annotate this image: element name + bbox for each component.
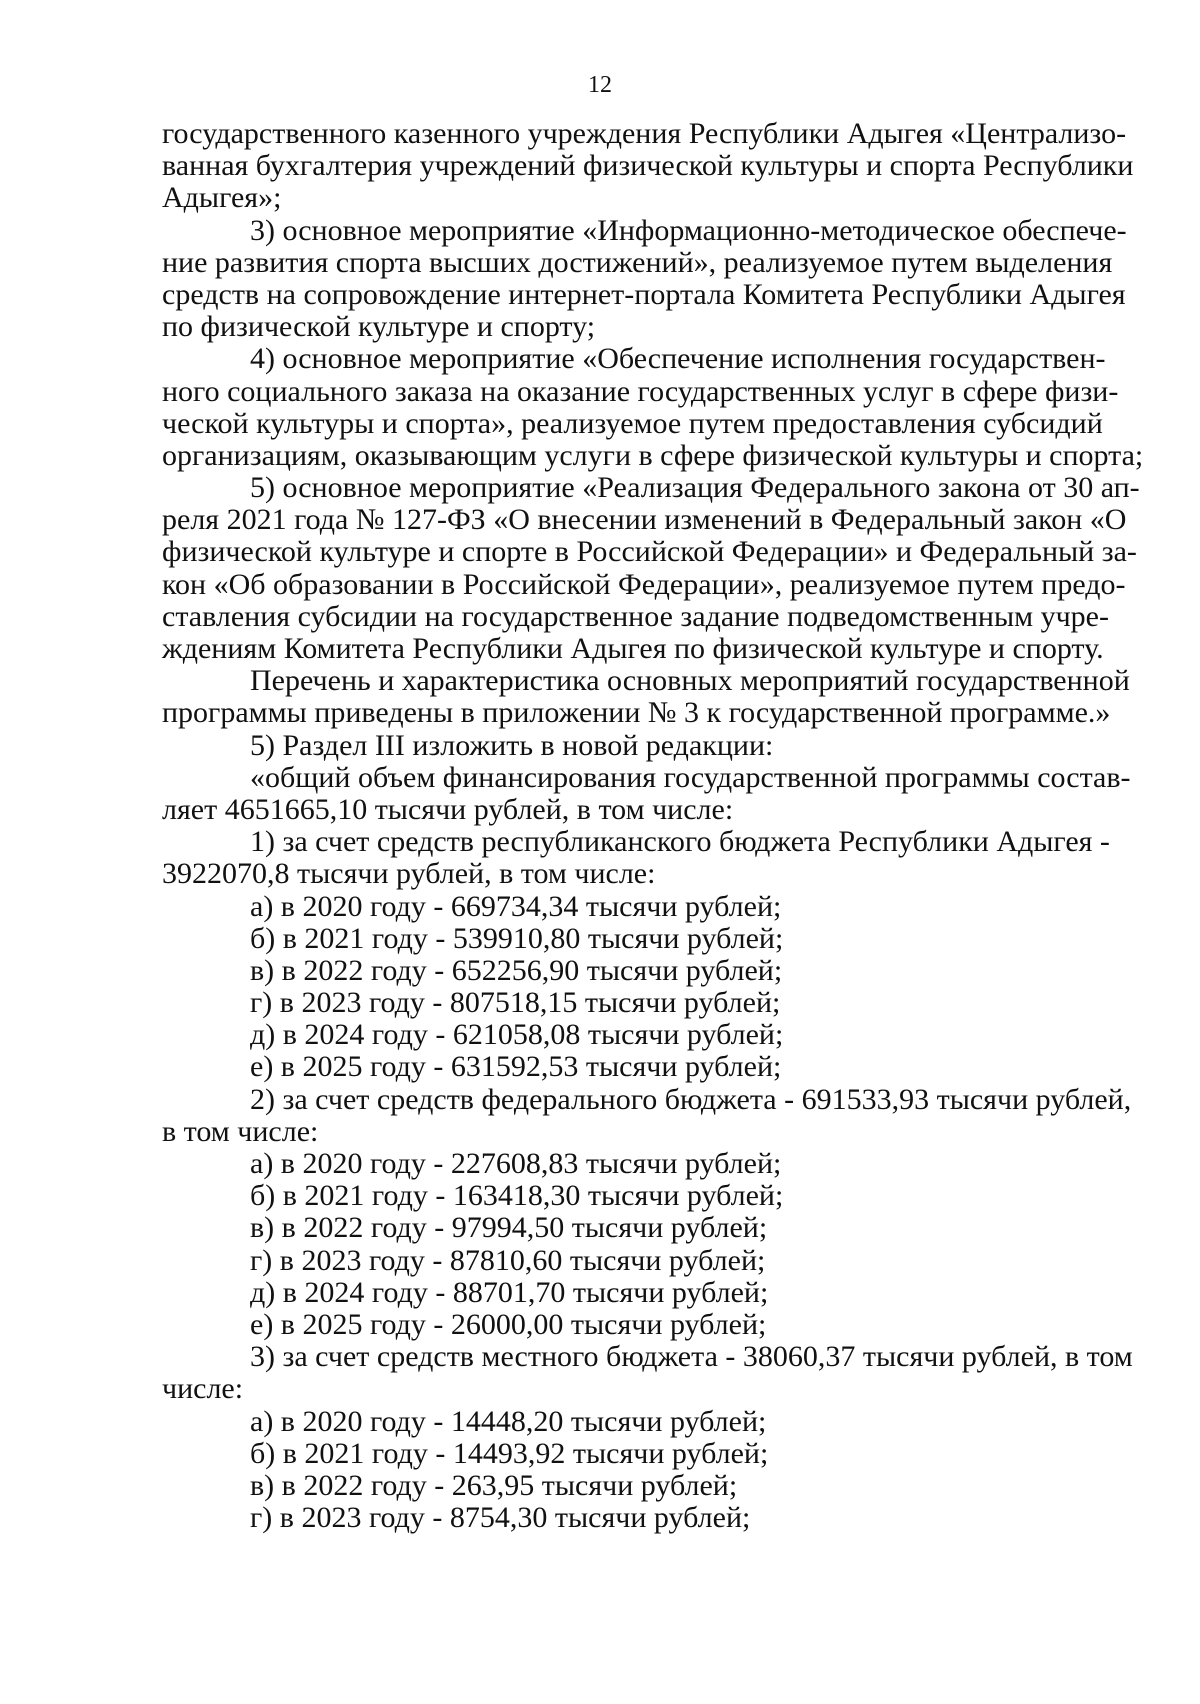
text-line: 5) основное мероприятие «Реализация Федерального закона от 30 ап- xyxy=(250,471,1140,505)
text-line: б) в 2021 году - 163418,30 тысячи рублей; xyxy=(250,1179,784,1213)
text-line: г) в 2023 году - 87810,60 тысячи рублей; xyxy=(250,1243,766,1277)
text-line: средств на сопровождение интернет-портала Комитета Республики Адыгея xyxy=(162,277,1126,311)
text-line: в) в 2022 году - 652256,90 тысячи рублей; xyxy=(250,953,783,987)
text-line: ного социального заказа на оказание государственных услуг в сфере физи- xyxy=(162,374,1119,408)
text-line: организациям, оказывающим услуги в сфере физической культуры и спорта; xyxy=(162,438,1144,472)
text-line: ческой культуры и спорта», реализуемое путем предоставления субсидий xyxy=(162,406,1103,440)
text-line: Перечень и характеристика основных мероприятий государственной xyxy=(250,664,1130,698)
text-line: ванная бухгалтерия учреждений физической культуры и спорта Республики xyxy=(162,149,1134,183)
text-line: «общий объем финансирования государственной программы состав- xyxy=(250,760,1131,794)
text-line: реля 2021 года № 127-ФЗ «О внесении изменений в Федеральный закон «О xyxy=(162,503,1127,537)
text-line: г) в 2023 году - 807518,15 тысячи рублей; xyxy=(250,986,781,1020)
page-number: 12 xyxy=(588,72,612,98)
text-line: Адыгея»; xyxy=(162,181,282,215)
text-line: государственного казенного учреждения Республики Адыгея «Централизо- xyxy=(162,117,1127,150)
text-line: программы приведены в приложении № 3 к государственной программе.» xyxy=(162,696,1111,730)
text-line: в) в 2022 году - 263,95 тысячи рублей; xyxy=(250,1468,738,1502)
text-line: д) в 2024 году - 621058,08 тысячи рублей; xyxy=(250,1018,784,1052)
text-line: физической культуре и спорте в Российской Федерации» и Федеральный за- xyxy=(162,535,1137,569)
text-line: ставления субсидии на государственное задание подведомственным учре- xyxy=(162,599,1109,633)
text-line: 2) за счет средств федерального бюджета - 691533,93 тысячи рублей, xyxy=(250,1082,1132,1116)
text-line: кон «Об образовании в Российской Федерации», реализуемое путем предо- xyxy=(162,567,1126,601)
text-line: 3922070,8 тысячи рублей, в том числе: xyxy=(162,857,656,891)
text-line: е) в 2025 году - 26000,00 тысячи рублей; xyxy=(250,1307,767,1341)
text-line: е) в 2025 году - 631592,53 тысячи рублей; xyxy=(250,1050,782,1084)
text-line: а) в 2020 году - 669734,34 тысячи рублей; xyxy=(250,889,782,923)
document-body xyxy=(0,118,1200,1534)
text-line: д) в 2024 году - 88701,70 тысячи рублей; xyxy=(250,1275,769,1309)
text-line: ляет 4651665,10 тысячи рублей, в том числе: xyxy=(162,792,734,826)
text-line: 3) за счет средств местного бюджета - 38060,37 тысячи рублей, в том xyxy=(250,1340,1133,1374)
text-line: а) в 2020 году - 14448,20 тысячи рублей; xyxy=(250,1404,767,1438)
text-line: а) в 2020 году - 227608,83 тысячи рублей; xyxy=(250,1147,782,1180)
text-line: б) в 2021 году - 539910,80 тысячи рублей; xyxy=(250,921,784,955)
text-line: 3) основное мероприятие «Информационно-методическое обеспече- xyxy=(250,213,1127,247)
text-line: в том числе: xyxy=(162,1114,319,1148)
text-line: в) в 2022 году - 97994,50 тысячи рублей; xyxy=(250,1211,768,1245)
text-line: по физической культуре и спорту; xyxy=(162,310,596,344)
text-line: г) в 2023 году - 8754,30 тысячи рублей; xyxy=(250,1501,751,1535)
text-line: ние развития спорта высших достижений», реализуемое путем выделения xyxy=(162,245,1113,279)
text-line: 1) за счет средств республиканского бюджета Республики Адыгея - xyxy=(250,825,1110,859)
text-line: 5) Раздел III изложить в новой редакции: xyxy=(250,728,774,762)
text-line: 4) основное мероприятие «Обеспечение исполнения государствен- xyxy=(250,342,1106,376)
text-line: б) в 2021 году - 14493,92 тысячи рублей; xyxy=(250,1436,769,1470)
text-line: ждениям Комитета Республики Адыгея по физической культуре и спорту. xyxy=(162,632,1104,665)
text-line: числе: xyxy=(162,1372,244,1406)
